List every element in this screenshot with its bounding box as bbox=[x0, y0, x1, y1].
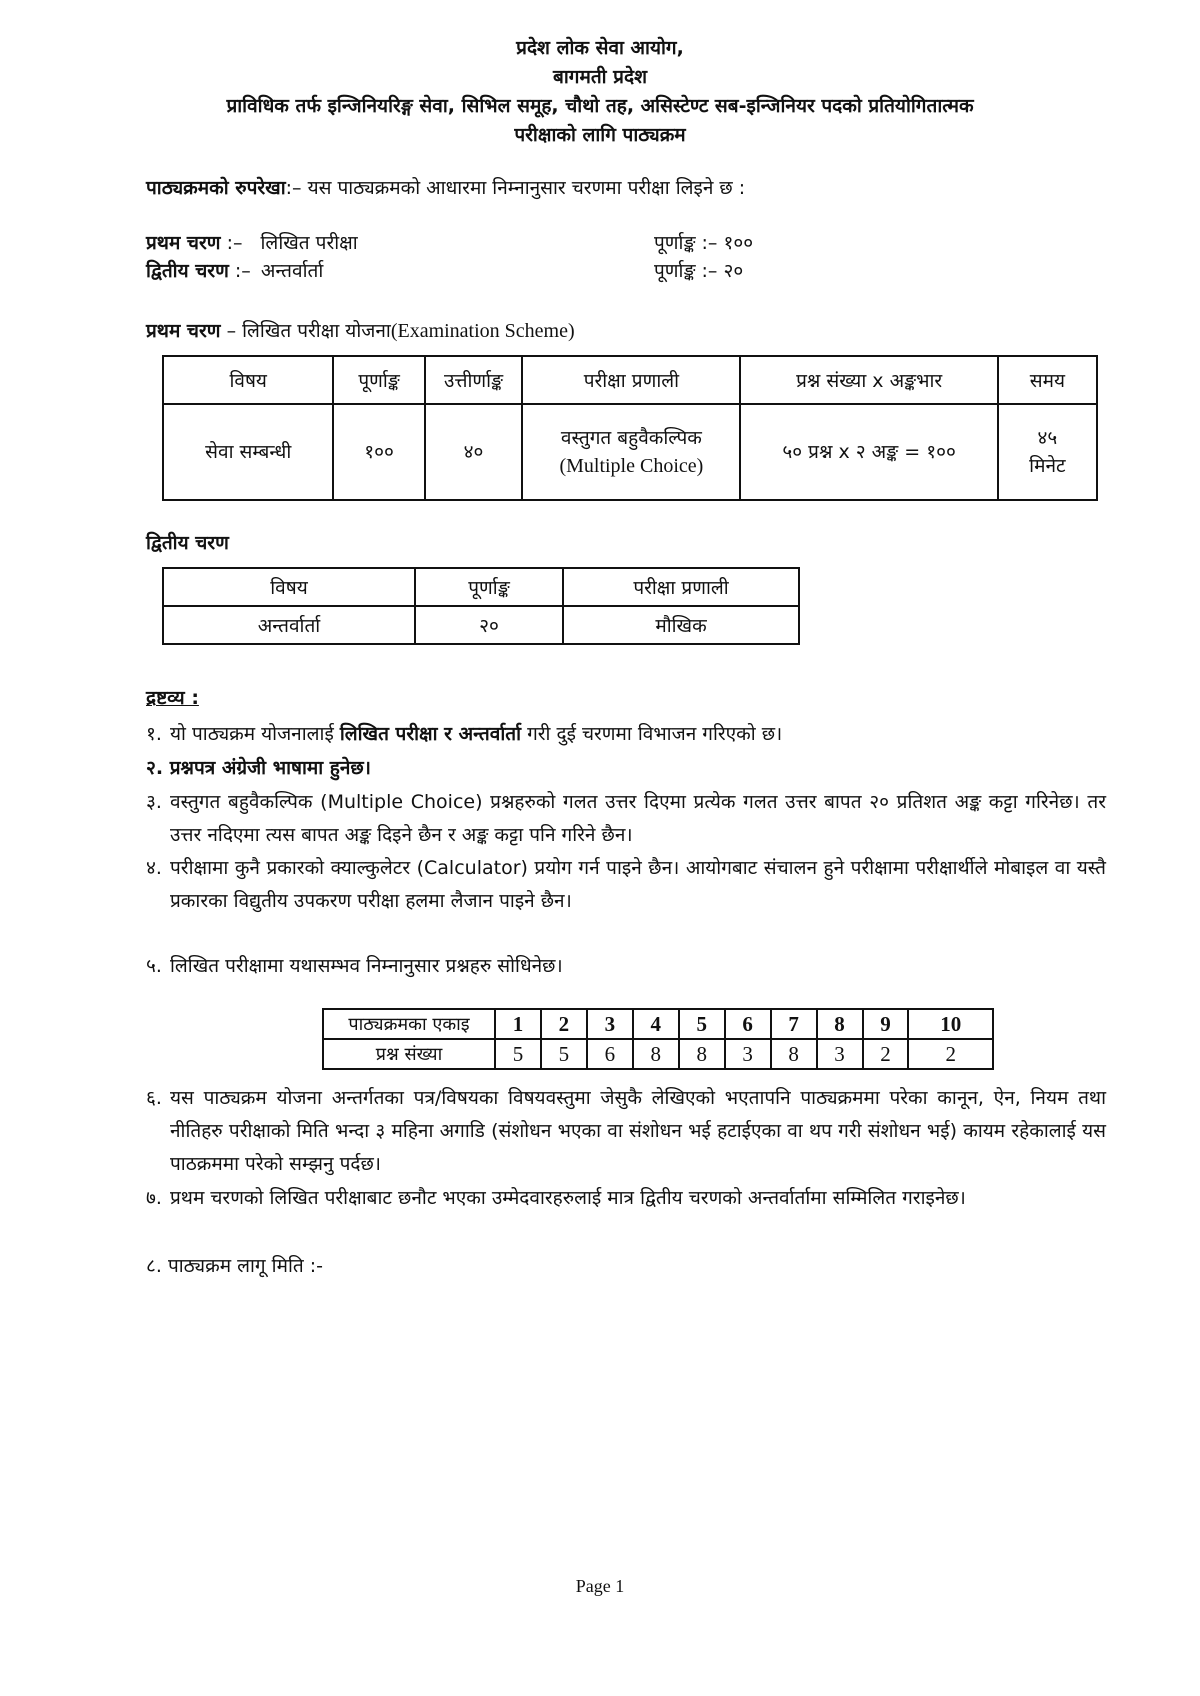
stage-row-2 bbox=[146, 257, 1106, 285]
unit-cell: 10 bbox=[908, 1009, 993, 1039]
unit-cell: 2 bbox=[541, 1009, 587, 1039]
unit-cell: 4 bbox=[633, 1009, 679, 1039]
second-stage-label: द्वितीय चरण bbox=[146, 532, 229, 554]
cell-exam-method bbox=[522, 404, 740, 500]
cell-full-marks: २० bbox=[415, 606, 563, 644]
commission-name: प्रदेश लोक सेवा आयोग, bbox=[516, 37, 684, 59]
note-2-text: २. प्रश्नपत्र अंग्रेजी भाषामा हुनेछ। bbox=[146, 757, 371, 779]
note-3-number: ३. bbox=[146, 791, 162, 813]
page-number: Page 1 bbox=[575, 1576, 625, 1596]
method-english: (Multiple Choice) bbox=[559, 455, 704, 477]
unit-cell: 6 bbox=[725, 1009, 771, 1039]
count-cell: 6 bbox=[587, 1039, 633, 1069]
time-value: ४५ bbox=[1037, 427, 1058, 449]
col-questions-weight: प्रश्न संख्या x अङ्कभार bbox=[740, 356, 997, 404]
cell-pass-marks: ४० bbox=[425, 404, 523, 500]
units-row bbox=[323, 1009, 993, 1039]
col-full-marks: पूर्णाङ्क bbox=[415, 568, 563, 606]
col-exam-method: परीक्षा प्रणाली bbox=[563, 568, 799, 606]
count-cell: 2 bbox=[863, 1039, 909, 1069]
col-time: समय bbox=[998, 356, 1097, 404]
stage-1-sep: :– bbox=[226, 232, 243, 254]
table-header-row bbox=[163, 356, 1097, 404]
cell-full-marks: १०० bbox=[333, 404, 424, 500]
method-nepali: वस्तुगत बहुवैकल्पिक bbox=[560, 427, 702, 449]
note-5-text: लिखित परीक्षामा यथासम्भव निम्नानुसार प्रश्नहरु सोधिनेछ। bbox=[170, 955, 563, 977]
syllabus-title: परीक्षाको लागि पाठ्यक्रम bbox=[514, 124, 686, 146]
col-subject: विषय bbox=[163, 356, 333, 404]
table-header-row bbox=[163, 568, 799, 606]
header bbox=[0, 34, 1200, 150]
count-label: प्रश्न संख्या bbox=[323, 1039, 495, 1069]
note-4-number: ४. bbox=[146, 857, 162, 879]
note-7-number: ७. bbox=[146, 1187, 162, 1209]
stage-1-name: लिखित परीक्षा bbox=[260, 232, 358, 254]
note-3-text: वस्तुगत बहुवैकल्पिक (Multiple Choice) प्रश्नहरुको गलत उत्तर दिएमा प्रत्येक गलत उत्तर बापत २० प्रतिशत अङ्क कट्टा गरिनेछ। तर उत्तर नदिएमा त्यस बापत अङ्क दिइने छैन र अङ्क कट्टा पनि गरिने छैन। bbox=[170, 791, 1106, 846]
count-cell: 5 bbox=[541, 1039, 587, 1069]
stage-2-marks: पूर्णाङ्क :– २० bbox=[654, 260, 744, 282]
cell-subject: अन्तर्वार्ता bbox=[163, 606, 415, 644]
cell-questions-weight: ५० प्रश्न x २ अङ्क = १०० bbox=[740, 404, 997, 500]
first-stage-label: प्रथम चरण bbox=[146, 320, 221, 342]
exam-scheme-table bbox=[162, 355, 1098, 501]
interview-table bbox=[162, 567, 800, 645]
outline-line bbox=[146, 173, 1106, 203]
col-subject: विषय bbox=[163, 568, 415, 606]
units-label: पाठ्यक्रमका एकाइ bbox=[323, 1009, 495, 1039]
stage-1-label: प्रथम चरण bbox=[146, 232, 221, 254]
note-6-number: ६. bbox=[146, 1087, 162, 1109]
table-row bbox=[163, 404, 1097, 500]
count-cell: 3 bbox=[725, 1039, 771, 1069]
outline-label: पाठ्यक्रमको रुपरेखा bbox=[146, 177, 286, 199]
stage-row-1 bbox=[146, 229, 1106, 257]
stage-2-name: अन्तर्वार्ता bbox=[260, 260, 324, 282]
col-full-marks: पूर्णाङ्क bbox=[333, 356, 424, 404]
stage-2-label: द्वितीय चरण bbox=[146, 260, 229, 282]
col-pass-marks: उत्तीर्णाङ्क bbox=[425, 356, 523, 404]
unit-cell: 5 bbox=[679, 1009, 725, 1039]
second-stage-heading bbox=[146, 528, 1106, 558]
unit-cell: 7 bbox=[771, 1009, 817, 1039]
note-1-text-c: गरी दुई चरणमा विभाजन गरिएको छ। bbox=[527, 723, 783, 745]
note-5-number: ५. bbox=[146, 955, 162, 977]
question-distribution-table bbox=[322, 1008, 994, 1070]
exam-scheme-label: (Examination Scheme) bbox=[390, 320, 575, 342]
count-cell: 8 bbox=[679, 1039, 725, 1069]
unit-cell: 8 bbox=[817, 1009, 863, 1039]
unit-cell: 3 bbox=[587, 1009, 633, 1039]
col-exam-method: परीक्षा प्रणाली bbox=[522, 356, 740, 404]
note-2 bbox=[146, 752, 1106, 785]
post-title: प्राविधिक तर्फ इन्जिनियरिङ्ग सेवा, सिभिल समूह, चौथो तह, असिस्टेण्ट सब-इन्जिनियर पदको प्रतियोगितात्मक bbox=[226, 95, 974, 117]
table-row bbox=[163, 606, 799, 644]
stage-2-sep: :– bbox=[234, 260, 251, 282]
note-4 bbox=[146, 852, 1106, 918]
counts-row bbox=[323, 1039, 993, 1069]
cell-subject: सेवा सम्बन्धी bbox=[163, 404, 333, 500]
province-name: बागमती प्रदेश bbox=[552, 66, 647, 88]
note-7-text: प्रथम चरणको लिखित परीक्षाबाट छनौट भएका उम्मेदवारहरुलाई मात्र द्वितीय चरणको अन्तर्वार्तामा सम्मिलित गराइनेछ। bbox=[170, 1187, 966, 1209]
note-4-text: परीक्षामा कुनै प्रकारको क्याल्कुलेटर (Calculator) प्रयोग गर्न पाइने छैन। आयोगबाट संचालन हुने परीक्षामा परीक्षार्थीले मोबाइल वा यस्तै प्रकारका विद्युतीय उपकरण परीक्षा हलमा लैजान पाइने छैन। bbox=[170, 857, 1106, 912]
note-3 bbox=[146, 786, 1106, 852]
note-1-text-bold: लिखित परीक्षा र अन्तर्वार्ता bbox=[339, 723, 522, 745]
cell-time bbox=[998, 404, 1097, 500]
unit-cell: 1 bbox=[495, 1009, 541, 1039]
count-cell: 8 bbox=[771, 1039, 817, 1069]
note-1-text-a: यो पाठ्यक्रम योजनालाई bbox=[170, 723, 334, 745]
note-1 bbox=[146, 718, 1106, 751]
count-cell: 8 bbox=[633, 1039, 679, 1069]
first-stage-rest: – लिखित परीक्षा योजना bbox=[226, 320, 391, 342]
count-cell: 2 bbox=[908, 1039, 993, 1069]
count-cell: 5 bbox=[495, 1039, 541, 1069]
first-stage-heading bbox=[146, 316, 1106, 346]
note-1-number: १. bbox=[146, 723, 162, 745]
notes-title: द्रष्टव्य : bbox=[146, 687, 199, 709]
time-unit: मिनेट bbox=[1029, 455, 1066, 477]
note-8-text: ८. पाठ्यक्रम लागू मिति :- bbox=[146, 1255, 323, 1277]
note-7 bbox=[146, 1182, 1106, 1215]
outline-text: :– यस पाठ्यक्रमको आधारमा निम्नानुसार चरणमा परीक्षा लिइने छ : bbox=[285, 177, 746, 199]
note-6-text: यस पाठ्यक्रम योजना अन्तर्गतका पत्र/विषयका विषयवस्तुमा जेसुकै लेखिएको भएतापनि पाठ्यक्रममा परेका कानून, ऐन, नियम तथा नीतिहरु परीक्षाको मिति भन्दा ३ महिना अगाडि (संशोधन भएका वा संशोधन भई हटाईएका वा थप गरी संशोधन भई) कायम रहेकालाई यस पाठक्रममा परेको सम्झनु पर्दछ। bbox=[170, 1087, 1106, 1175]
note-8 bbox=[146, 1250, 1106, 1283]
count-cell: 3 bbox=[817, 1039, 863, 1069]
cell-exam-method: मौखिक bbox=[563, 606, 799, 644]
unit-cell: 9 bbox=[863, 1009, 909, 1039]
stage-1-marks: पूर्णाङ्क :– १०० bbox=[654, 232, 754, 254]
note-6 bbox=[146, 1082, 1106, 1181]
note-5 bbox=[146, 950, 1106, 983]
